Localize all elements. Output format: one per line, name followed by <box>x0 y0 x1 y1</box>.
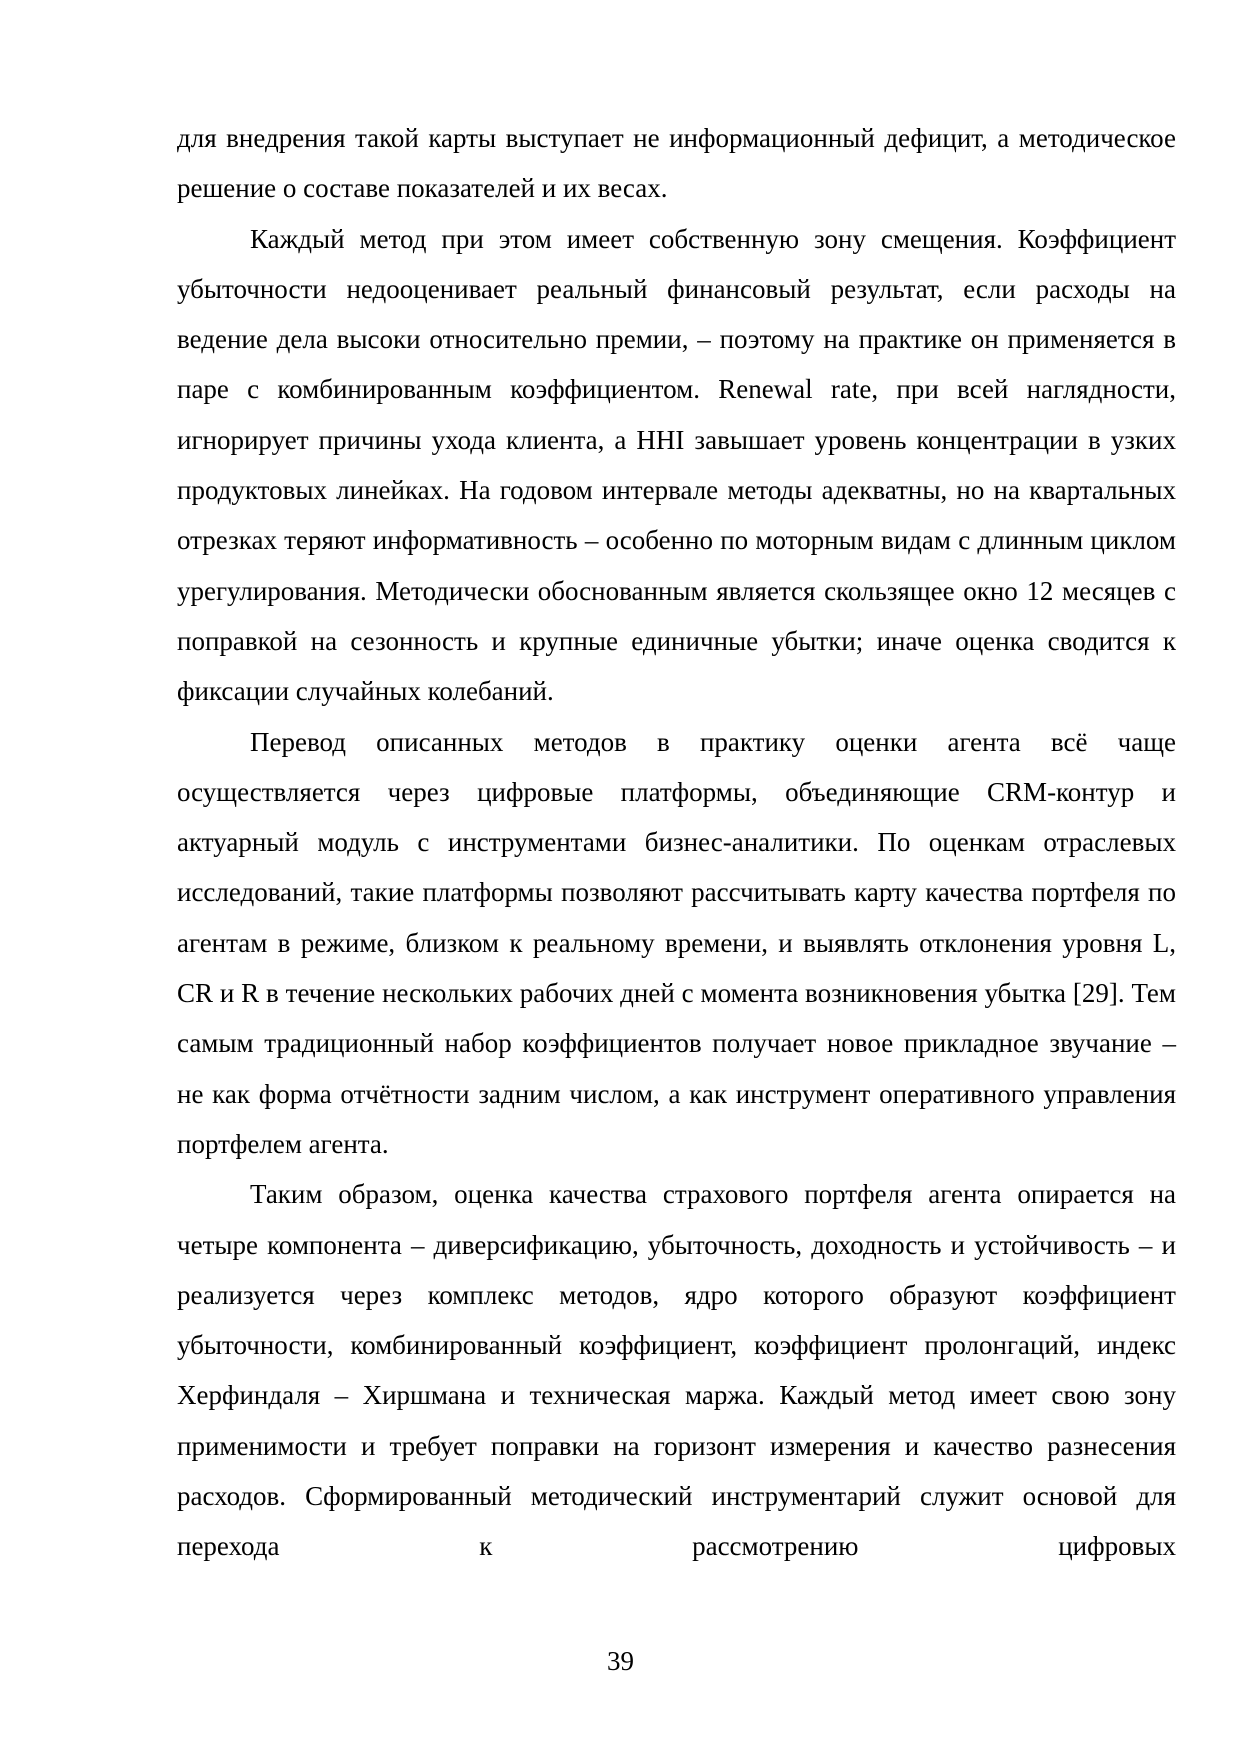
paragraph-method-bias: Каждый метод при этом имеет собственную зону смещения. Коэффициент убыточности недооценивает реальный финансовый результат, если расходы на ведение дела высоки относительно премии, – поэтому на практике он применяется в паре с комбинированным коэффициентом. Renewal rate, при всей наглядности, игнорирует причины ухода клиента, а HHI завышает уровень концентрации в узких продуктовых линейках. На годовом интервале методы адекватны, но на квартальных отрезках теряют информативность – особенно по моторным видам с длинным циклом урегулирования. Методически обоснованным является скользящее окно 12 месяцев с поправкой на сезонность и крупные единичные убытки; иначе оценка сводится к фиксации случайных колебаний. <box>177 223 1176 707</box>
body-text <box>177 113 1176 1572</box>
paragraph-digital-platforms: Перевод описанных методов в практику оценки агента всё чаще осуществляется через цифровые платформы, объединяющие CRM-контур и актуарный модуль с инструментами бизнес-аналитики. По оценкам отраслевых исследований, такие платформы позволяют рассчитывать карту качества портфеля по агентам в режиме, близком к реальному времени, и выявлять отклонения уровня L, CR и R в течение нескольких рабочих дней с момента возникновения убытка [29]. Тем самым традиционный набор коэффициентов получает новое прикладное звучание – не как форма отчётности задним числом, а как инструмент оперативного управления портфелем агента. <box>177 726 1176 1159</box>
paragraph-conclusion: Таким образом, оценка качества страхового портфеля агента опирается на четыре компонента – диверсификацию, убыточность, доходность и устойчивость – и реализуется через комплекс методов, ядро которого образуют коэффициент убыточности, комбинированный коэффициент, коэффициент пролонгаций, индекс Херфиндаля – Хиршмана и техническая маржа. Каждый метод имеет свою зону применимости и требует поправки на горизонт измерения и качество разнесения расходов. Сформированный методический инструментарий служит основой для перехода к рассмотрению цифровых <box>177 1179 1176 1562</box>
paragraph-continuation: для внедрения такой карты выступает не информационный дефицит, а методическое решение о составе показателей и их весах. <box>177 123 1176 204</box>
page-number: 39 <box>607 1646 634 1676</box>
